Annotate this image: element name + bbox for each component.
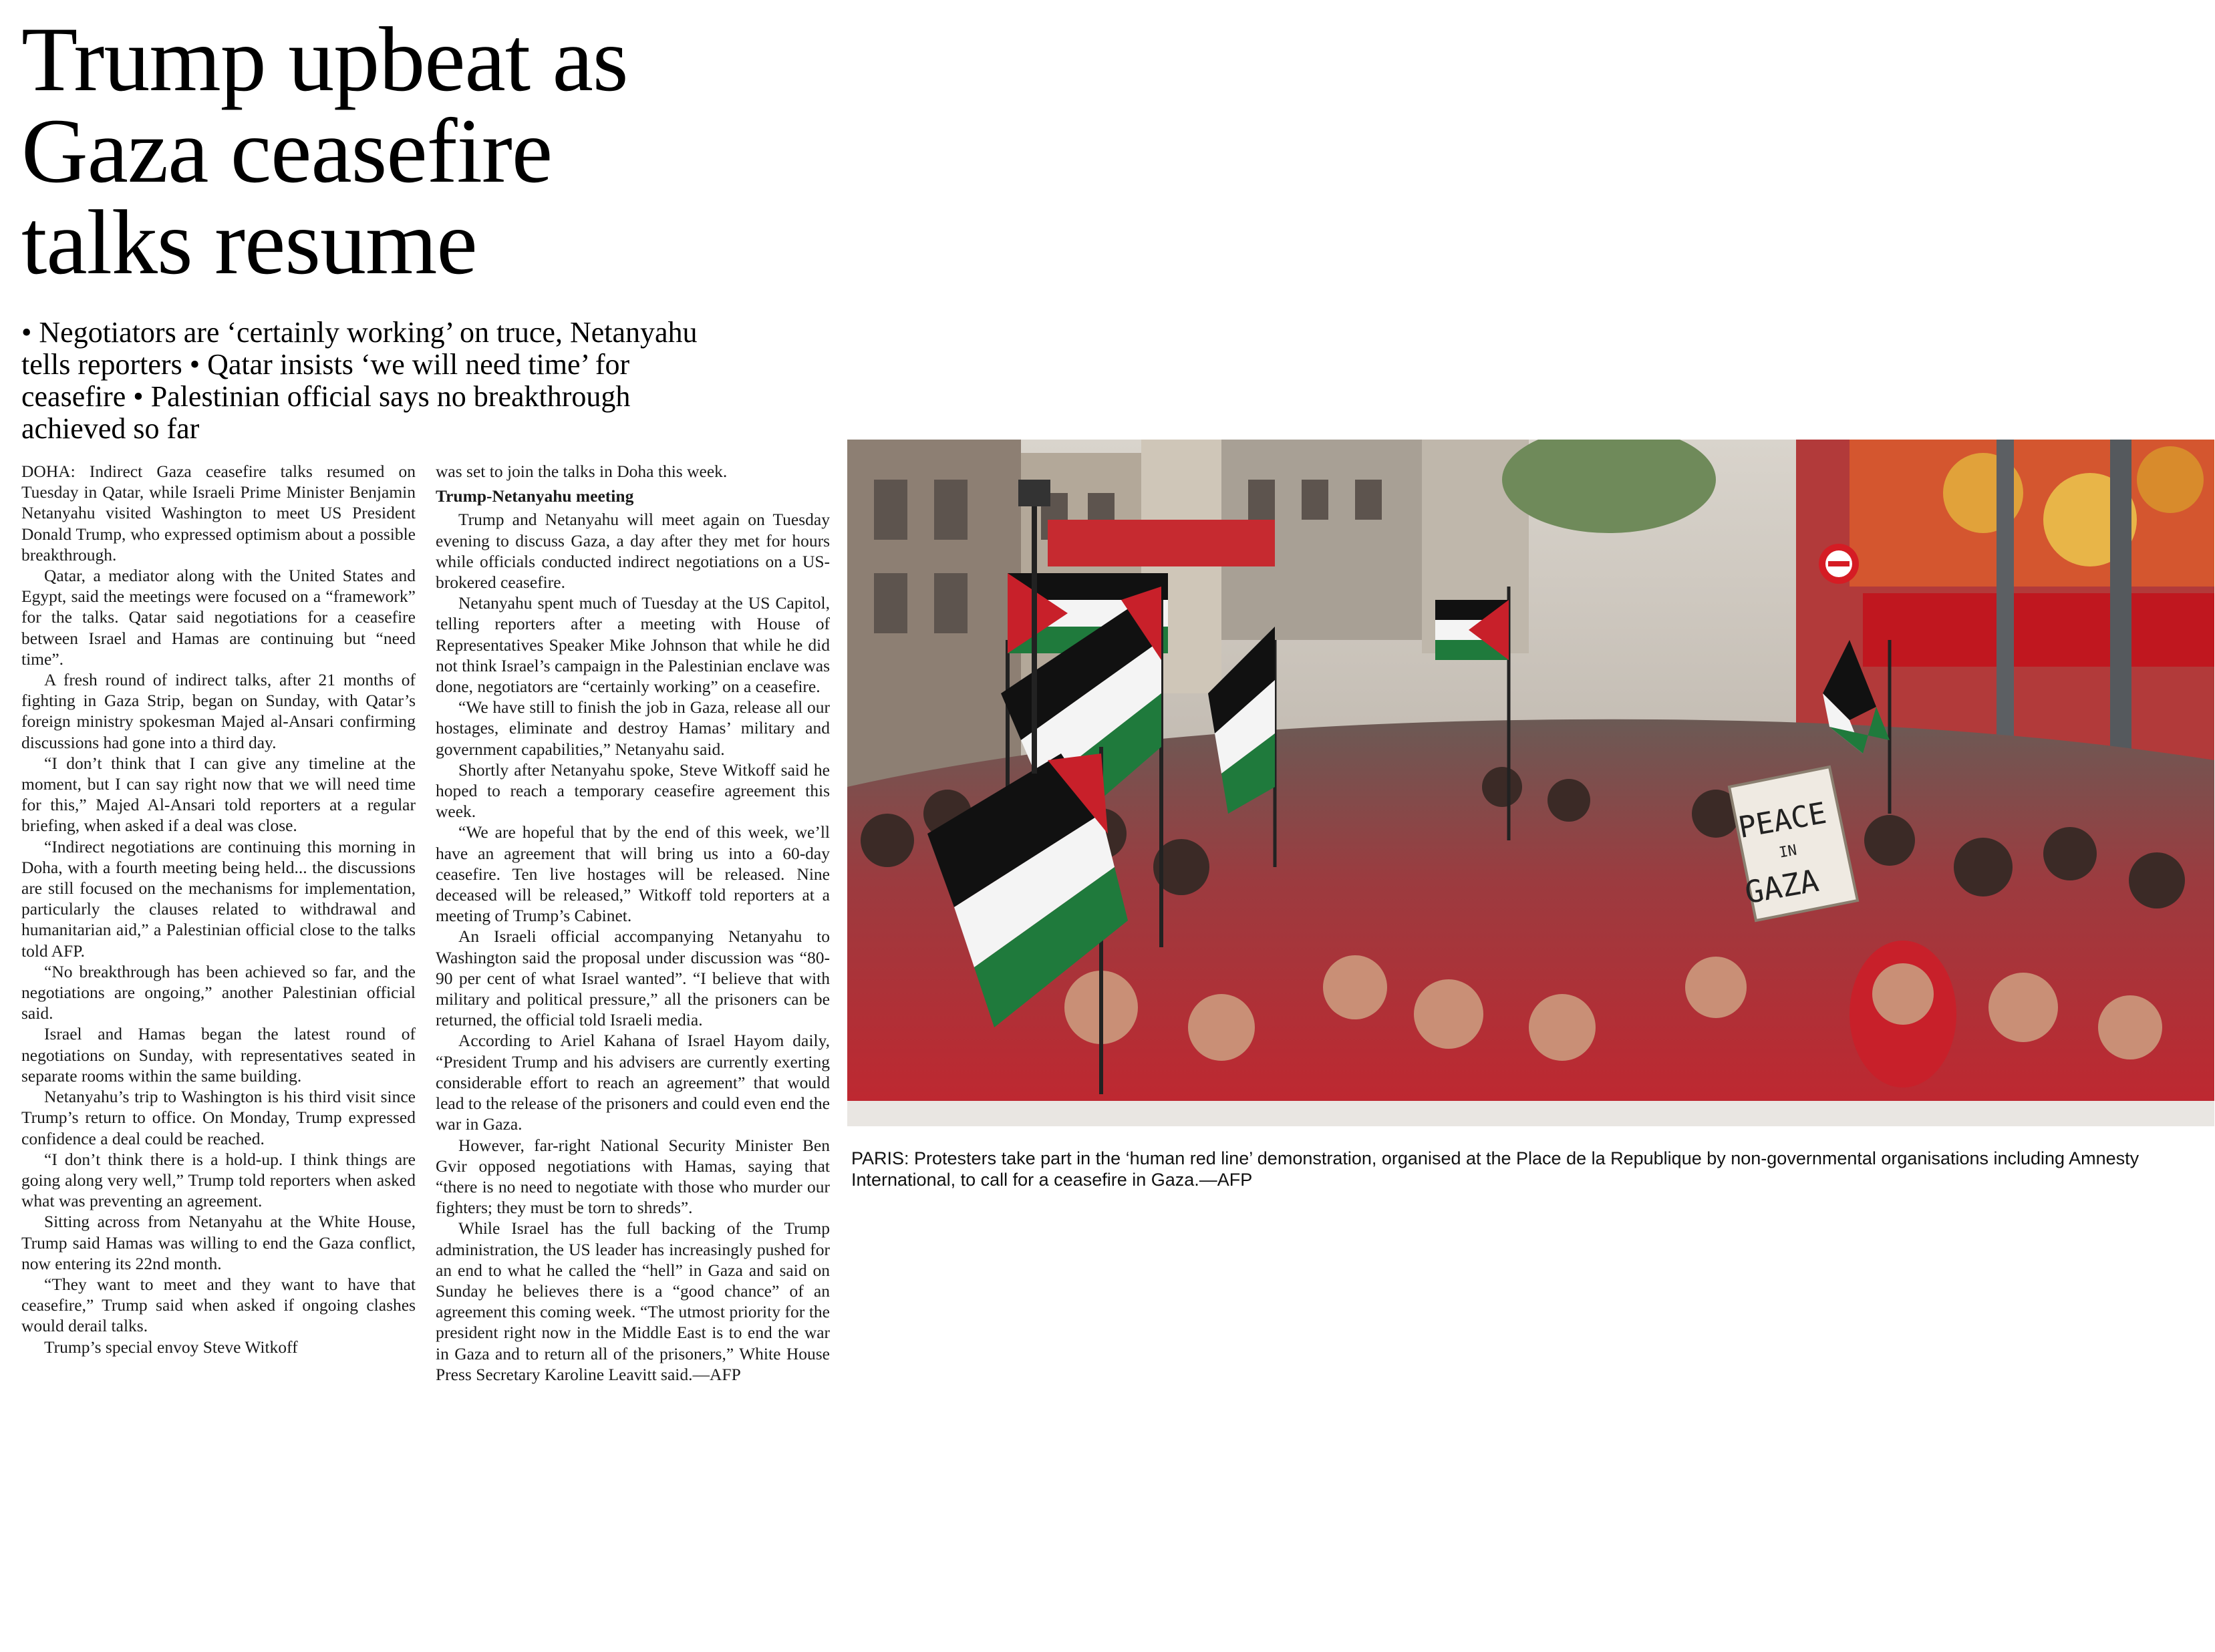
article-paragraph: Trump and Netanyahu will meet again on Tuesday evening to discuss Gaza, a day after they met for hours while officials conducted indirect negotiations on a US-brokered ceasefire. xyxy=(436,510,830,593)
sign-text-line: GAZA xyxy=(1742,862,1821,911)
article-column-1 xyxy=(21,461,416,1357)
article-paragraph: While Israel has the full backing of the Trump administration, the US leader has increasingly pushed for an end to what he called the “hell” in Gaza and said on Sunday he believes there is a “good chance” of an agreement this coming week. “The utmost priority for the president right now in the Middle East is to end the war in Gaza and to return all of the prisoners,” White House Press Secretary Karoline Leavitt said.—AFP xyxy=(436,1218,830,1384)
article-paragraph: was set to join the talks in Doha this week. xyxy=(436,462,728,481)
article-paragraph: Israel and Hamas began the latest round of negotiations on Sunday, with representatives seated in separate rooms within the same building. xyxy=(21,1024,416,1086)
deck-line: ceasefire • Palestinian official says no breakthrough xyxy=(21,380,631,413)
article-paragraph: An Israeli official accompanying Netanyahu to Washington said the proposal under discussion was “80-90 per cent of what Israel wanted”. “I believe that with military and political pressure,” all the prisoners can be returned, the official told Israeli media. xyxy=(436,927,830,1030)
article-paragraph: “I don’t think that I can give any timeline at the moment, but I can say right now that we will need time for this,” Majed Al-Ansari told reporters at a regular briefing, when asked if a deal was close. xyxy=(21,753,416,836)
sign-text-line: IN xyxy=(1777,842,1799,862)
protest-photo-illustration xyxy=(847,440,2214,1126)
photo-caption: PARIS: Protesters take part in the ‘human red line’ demonstration, organised at the Place de la Republique by non-governmental organisations including Amnesty International, to call for a ceasefire in Gaza.—AFP xyxy=(851,1148,2139,1190)
article-paragraph: Qatar, a mediator along with the United States and Egypt, said the meetings were focused on a “framework” for the talks. Qatar said negotiations for a ceasefire between Israel and Hamas are continuing but “need time”. xyxy=(21,566,416,669)
article-paragraph: “Indirect negotiations are continuing this morning in Doha, with a fourth meeting being held... the discussions are still focused on the mechanisms for implementation, particularly the clauses related to withdrawal and humanitarian aid,” a Palestinian official close to the talks told AFP. xyxy=(21,836,416,961)
headline-line: Gaza ceasefire xyxy=(21,100,553,202)
deck-summary xyxy=(21,317,830,445)
article-paragraph: Netanyahu spent much of Tuesday at the US Capitol, telling reporters after a meeting with House of Representatives Speaker Mike Johnson that while he did not think Israel’s campaign in the Palestinian enclave was done, negotiators are “certainly working” on a ceasefire. xyxy=(436,593,830,697)
article-paragraph: “We have still to finish the job in Gaza, release all our hostages, eliminate and destroy Hamas’ military and government capabilities,” Netanyahu said. xyxy=(436,697,830,759)
headline-line: talks resume xyxy=(21,191,477,293)
article-paragraph: “I don’t think there is a hold-up. I think things are going along very well,” Trump told reporters when asked what was preventing an agreement. xyxy=(21,1149,416,1211)
article-paragraph: However, far-right National Security Minister Ben Gvir opposed negotiations with Hamas, saying that “there is no need to negotiate with those who murder our fighters; they must be torn to shreds”. xyxy=(436,1135,830,1218)
awning xyxy=(1048,520,1275,566)
article-paragraph: Sitting across from Netanyahu at the White House, Trump said Hamas was willing to end the Gaza conflict, now entering its 22nd month. xyxy=(21,1212,416,1273)
article-paragraph: “No breakthrough has been achieved so far, and the negotiations are ongoing,” another Palestinian official said. xyxy=(21,961,416,1023)
article-paragraph: “We are hopeful that by the end of this week, we’ll have an agreement that will bring us into a 60-day ceasefire. Ten live hostages will be released. Nine deceased will be released,” Witkoff told reporters at a meeting of Trump’s Cabinet. xyxy=(436,822,830,926)
news-photo xyxy=(847,440,2214,1126)
sign-text-line: PEACE xyxy=(1735,796,1829,846)
section-subhead: Trump-Netanyahu meeting xyxy=(436,486,634,506)
headline xyxy=(21,8,823,293)
deck-line: • Negotiators are ‘certainly working’ on truce, Netanyahu xyxy=(21,316,698,349)
article-column-2 xyxy=(436,461,830,1385)
deck-line: tells reporters • Qatar insists ‘we will need time’ for xyxy=(21,348,630,381)
article-paragraph: DOHA: Indirect Gaza ceasefire talks resumed on Tuesday in Qatar, while Israeli Prime Minister Benjamin Netanyahu visited Washington to meet US President Donald Trump, who expressed optimism about a possible breakthrough. xyxy=(21,462,416,564)
article-paragraph: “They want to meet and they want to have that ceasefire,” Trump said when asked if ongoing clashes would derail talks. xyxy=(21,1274,416,1336)
article-paragraph: Trump’s special envoy Steve Witkoff xyxy=(44,1337,298,1357)
banner xyxy=(847,1101,2214,1126)
article-paragraph: A fresh round of indirect talks, after 21 months of fighting in Gaza Strip, began on Sunday, with Qatar’s foreign ministry spokesman Majed al-Ansari confirming discussions had gone into a third day. xyxy=(21,670,416,752)
article-paragraph: According to Ariel Kahana of Israel Hayom daily, “President Trump and his advisers are currently exerting considerable effort to reach an agreement” that would lead to the release of the prisoners and could even end the war in Gaza. xyxy=(436,1031,830,1134)
headline-line: Trump upbeat as xyxy=(21,8,628,110)
deck-line: achieved so far xyxy=(21,412,200,445)
article-paragraph: Netanyahu’s trip to Washington is his third visit since Trump’s return to office. On Monday, Trump expressed confidence a deal could be reached. xyxy=(21,1087,416,1148)
article-paragraph: Shortly after Netanyahu spoke, Steve Witkoff said he hoped to reach a temporary ceasefire agreement this week. xyxy=(436,760,830,822)
